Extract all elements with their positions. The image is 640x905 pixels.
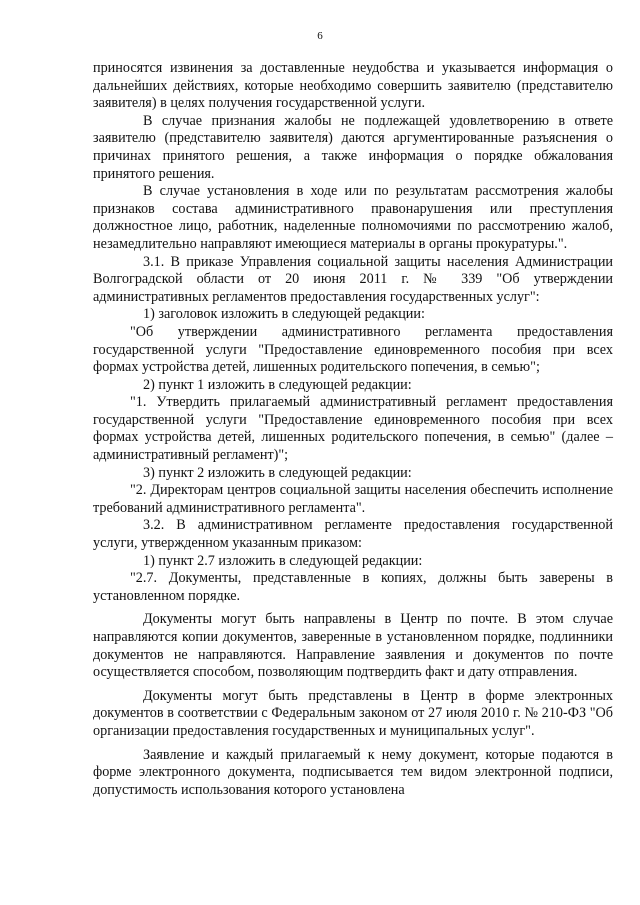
paragraph-electronic-documents: Документы могут быть представлены в Центр в форме электронных документов в соответствии с Федеральным законом от 27 июля 2010 г. № 210-ФЗ "Об организации предоставления государственных и муниципальных услуг". bbox=[93, 687, 613, 739]
paragraph-continuation: приносятся извинения за доставленные неудобства и указывается информация о дальнейших действиях, которые необходимо совершить заявителю (представителю заявителя) в целях получения государственной услуги. bbox=[93, 60, 613, 112]
paragraph-item-2-7-header: 1) пункт 2.7 изложить в следующей редакции: bbox=[143, 552, 423, 569]
paragraph-clause-3-2: 3.2. В административном регламенте предоставления государственной услуги, утвержденном указанным приказом: bbox=[93, 517, 613, 552]
paragraph-point-2-7-quote: "2.7. Документы, представленные в копиях, должны быть заверены в установленном порядке. bbox=[93, 570, 613, 604]
paragraph-mail-submission: Документы могут быть направлены в Центр по почте. В этом случае направляются копии документов, заверенные в установленном порядке, подлинники документов не направляются. Направление заявления и документов по почте осуществляется способом, позволяющим подтвердить факт и дату отправления. bbox=[93, 611, 613, 681]
paragraph-electronic-signature: Заявление и каждый прилагаемый к нему документ, которые подаются в форме электронного документа, подписывается тем видом электронной подписи, допустимость использования которого установлена bbox=[93, 746, 613, 798]
paragraph-complaint-rejection: В случае признания жалобы не подлежащей удовлетворению в ответе заявителю (представителю заявителя) даются аргументированные разъяснения о причинах принятого решения, а также информация о порядке обжалования принятого решения. bbox=[93, 112, 613, 182]
paragraph-point-2-quote: "2. Директорам центров социальной защиты населения обеспечить исполнение требований административного регламента". bbox=[93, 482, 613, 516]
paragraph-item-3-header: 3) пункт 2 изложить в следующей редакции: bbox=[143, 464, 412, 481]
paragraph-item-2-header: 2) пункт 1 изложить в следующей редакции: bbox=[143, 376, 412, 393]
paragraph-violation-detected: В случае установления в ходе или по результатам рассмотрения жалобы признаков состава административного правонарушения или преступления должностное лицо, работник, наделенные полномочиями по рассмотрению жалоб, незамедлительно направляют имеющиеся материалы в органы прокуратуры.". bbox=[93, 183, 613, 252]
document-body bbox=[93, 60, 613, 799]
paragraph-point-1-quote: "1. Утвердить прилагаемый административный регламент предоставления государственной услуги "Предоставление единовременного пособия при всех формах устройства детей, лишенных родительского попечения, в семью" (далее – административный регламент)"; bbox=[93, 394, 613, 464]
paragraph-item-1-header: 1) заголовок изложить в следующей редакции: bbox=[143, 306, 425, 323]
paragraph-clause-3-1: 3.1. В приказе Управления социальной защиты населения Администрации Волгоградской области от 20 июня 2011 г. № 339 "Об утверждении административных регламентов предоставления государственных услуг": bbox=[93, 253, 613, 305]
paragraph-new-title-quote: "Об утверждении административного регламента предоставления государственной услуги "Предоставление единовременного пособия при всех формах устройства детей, лишенных родительского попечения, в семью"; bbox=[93, 323, 613, 376]
page-number: 6 bbox=[317, 30, 323, 42]
